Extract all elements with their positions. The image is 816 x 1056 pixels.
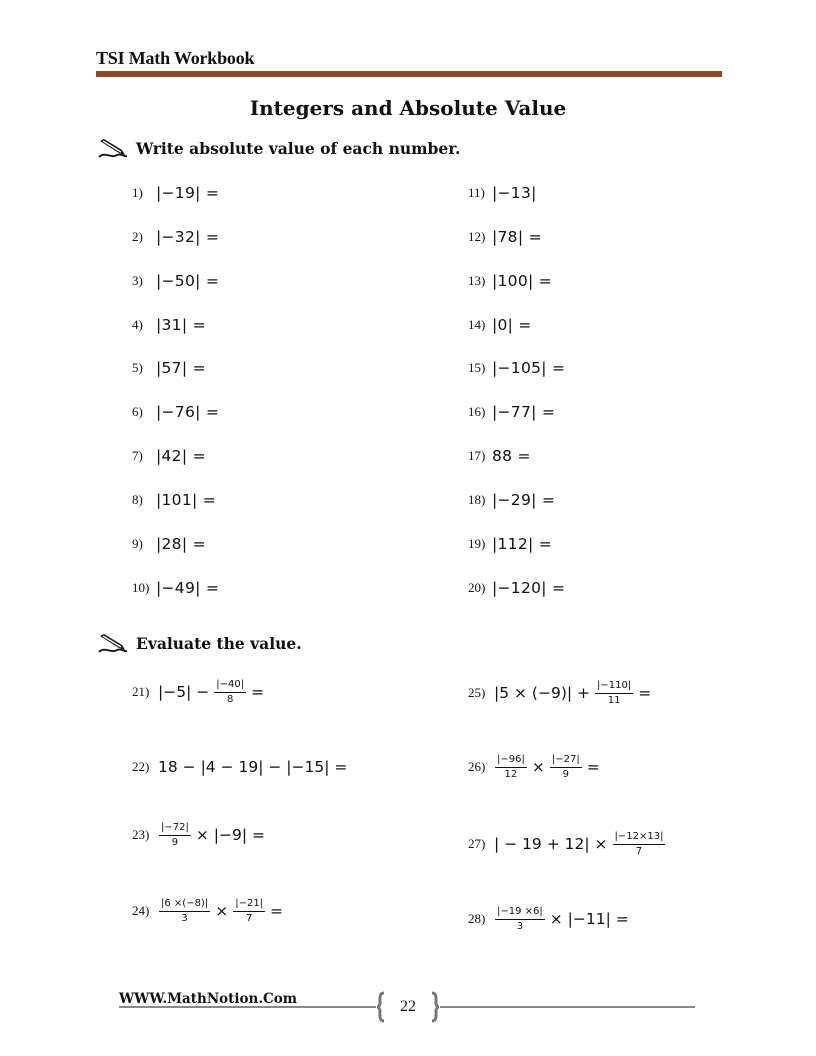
fraction xyxy=(495,754,527,780)
problem-17 xyxy=(468,447,531,465)
fraction xyxy=(595,680,633,706)
fraction-denominator: 7 xyxy=(635,845,643,857)
problem-number: 1) xyxy=(132,185,143,200)
problem-16 xyxy=(468,403,555,421)
problem-12 xyxy=(468,228,542,246)
section-2-instruction: Evaluate the value. xyxy=(136,633,302,653)
problem-21 xyxy=(132,679,266,705)
header-divider xyxy=(96,71,722,77)
problem-expression: |−50| = xyxy=(156,272,220,290)
problem-number: 3) xyxy=(132,273,143,288)
page-number-box xyxy=(376,991,440,1023)
fraction-numerator: |−27| xyxy=(550,754,582,768)
problem-9 xyxy=(132,535,206,553)
problem-expression: |−19| = xyxy=(156,184,220,202)
problem-number: 2) xyxy=(132,229,143,244)
problem-number: 14) xyxy=(468,317,486,332)
problem-number: 11) xyxy=(468,185,485,200)
problem-expression: |−32| = xyxy=(156,228,220,246)
fraction-numerator: |6 ×(−8)| xyxy=(159,898,210,912)
problem-expression: 88 = xyxy=(492,447,531,465)
fraction-numerator: |−19 ×6| xyxy=(495,906,545,920)
fraction-denominator: 8 xyxy=(226,693,234,705)
problem-7 xyxy=(132,447,206,465)
section-1-heading xyxy=(97,137,460,159)
problem-25 xyxy=(468,680,653,706)
problem-expression: |101| = xyxy=(156,491,217,509)
problem-number: 25) xyxy=(468,685,486,700)
expression-part: |−5| − xyxy=(158,683,210,701)
problem-number: 28) xyxy=(468,911,486,926)
problem-number: 17) xyxy=(468,448,486,463)
problem-number: 21) xyxy=(132,684,150,699)
problem-expression: |−49| = xyxy=(156,579,220,597)
expression-part: × xyxy=(215,902,229,920)
problem-19 xyxy=(468,535,552,553)
expression-part: × |−11| = xyxy=(549,910,629,928)
problem-2 xyxy=(132,228,219,246)
fraction-numerator: |−21| xyxy=(233,898,265,912)
problem-expression: |31| = xyxy=(156,316,206,334)
problem-1 xyxy=(132,184,219,202)
problem-22 xyxy=(132,758,349,776)
problem-expression: |78| = xyxy=(492,228,542,246)
problem-18 xyxy=(468,491,555,509)
problem-27 xyxy=(468,831,668,857)
problem-number: 7) xyxy=(132,448,143,463)
problem-number: 10) xyxy=(132,580,150,595)
problem-expression: |−105| = xyxy=(492,359,566,377)
fraction-numerator: |−12×13| xyxy=(613,831,666,845)
problem-number: 9) xyxy=(132,536,143,551)
expression-part: = xyxy=(251,683,265,701)
problem-number: 24) xyxy=(132,903,150,918)
fraction xyxy=(214,679,246,705)
problem-expression: |42| = xyxy=(156,447,206,465)
problem-expression: |−29| = xyxy=(492,491,556,509)
problem-number: 22) xyxy=(132,759,150,774)
problem-5 xyxy=(132,359,206,377)
page-title: Integers and Absolute Value xyxy=(249,96,567,120)
fraction-denominator: 3 xyxy=(516,920,524,932)
fraction xyxy=(613,831,666,857)
fraction-numerator: |−110| xyxy=(595,680,633,694)
fraction-denominator: 7 xyxy=(245,912,253,924)
problem-26 xyxy=(468,754,602,780)
problem-expression: |0| = xyxy=(492,316,532,334)
problem-expression: |−120| = xyxy=(492,579,566,597)
fraction-denominator: 11 xyxy=(607,694,621,706)
problem-6 xyxy=(132,403,219,421)
problem-13 xyxy=(468,272,552,290)
problem-14 xyxy=(468,316,532,334)
problem-expression: |−77| = xyxy=(492,403,556,421)
problem-3 xyxy=(132,272,219,290)
problem-expression: |57| = xyxy=(156,359,206,377)
footer-website: WWW.MathNotion.Com xyxy=(119,991,298,1007)
expression-part: | − 19 + 12| × xyxy=(494,835,608,853)
problem-expression: |28| = xyxy=(156,535,206,553)
section-2-heading xyxy=(97,632,302,654)
problem-number: 6) xyxy=(132,404,143,419)
pencil-icon xyxy=(97,137,129,159)
problem-number: 12) xyxy=(468,229,486,244)
expression-part: = xyxy=(586,758,600,776)
problem-23 xyxy=(132,822,267,848)
problem-20 xyxy=(468,579,565,597)
problem-8 xyxy=(132,491,216,509)
fraction-numerator: |−96| xyxy=(495,754,527,768)
expression-part: × |−9| = xyxy=(195,826,265,844)
problem-number: 27) xyxy=(468,836,486,851)
problem-15 xyxy=(468,359,565,377)
fraction xyxy=(159,822,191,848)
problem-11 xyxy=(468,184,537,202)
problem-number: 19) xyxy=(468,536,486,551)
expression-part: = xyxy=(270,902,284,920)
problem-number: 15) xyxy=(468,360,486,375)
fraction-denominator: 12 xyxy=(504,768,518,780)
pencil-icon xyxy=(97,632,129,654)
page-number: 22 xyxy=(400,998,416,1015)
problem-number: 5) xyxy=(132,360,143,375)
problem-number: 13) xyxy=(468,273,486,288)
expression-part: |5 × (−9)| + xyxy=(494,684,591,702)
fraction xyxy=(159,898,210,924)
problem-number: 26) xyxy=(468,759,486,774)
problem-number: 18) xyxy=(468,492,486,507)
problem-expression: |112| = xyxy=(492,535,553,553)
fraction xyxy=(550,754,582,780)
problem-number: 4) xyxy=(132,317,143,332)
problem-24 xyxy=(132,898,285,924)
fraction xyxy=(233,898,265,924)
fraction xyxy=(495,906,545,932)
fraction-denominator: 9 xyxy=(171,836,179,848)
problem-number: 23) xyxy=(132,827,150,842)
problem-number: 8) xyxy=(132,492,143,507)
expression-part: = xyxy=(638,684,652,702)
problem-expression: |100| = xyxy=(492,272,553,290)
problem-expression: |−76| = xyxy=(156,403,220,421)
fraction-numerator: |−72| xyxy=(159,822,191,836)
problem-4 xyxy=(132,316,206,334)
fraction-denominator: 3 xyxy=(181,912,188,924)
section-1-instruction: Write absolute value of each number. xyxy=(136,138,461,158)
problem-10 xyxy=(132,579,219,597)
problem-expression: |−13| xyxy=(492,184,537,202)
fraction-numerator: |−40| xyxy=(214,679,246,693)
problem-number: 16) xyxy=(468,404,486,419)
book-title: TSI Math Workbook xyxy=(96,48,255,68)
expression-part: 18 − |4 − 19| − |−15| = xyxy=(158,758,348,776)
expression-part: × xyxy=(531,758,545,776)
fraction-denominator: 9 xyxy=(562,768,569,780)
problem-number: 20) xyxy=(468,580,486,595)
problem-28 xyxy=(468,906,631,932)
